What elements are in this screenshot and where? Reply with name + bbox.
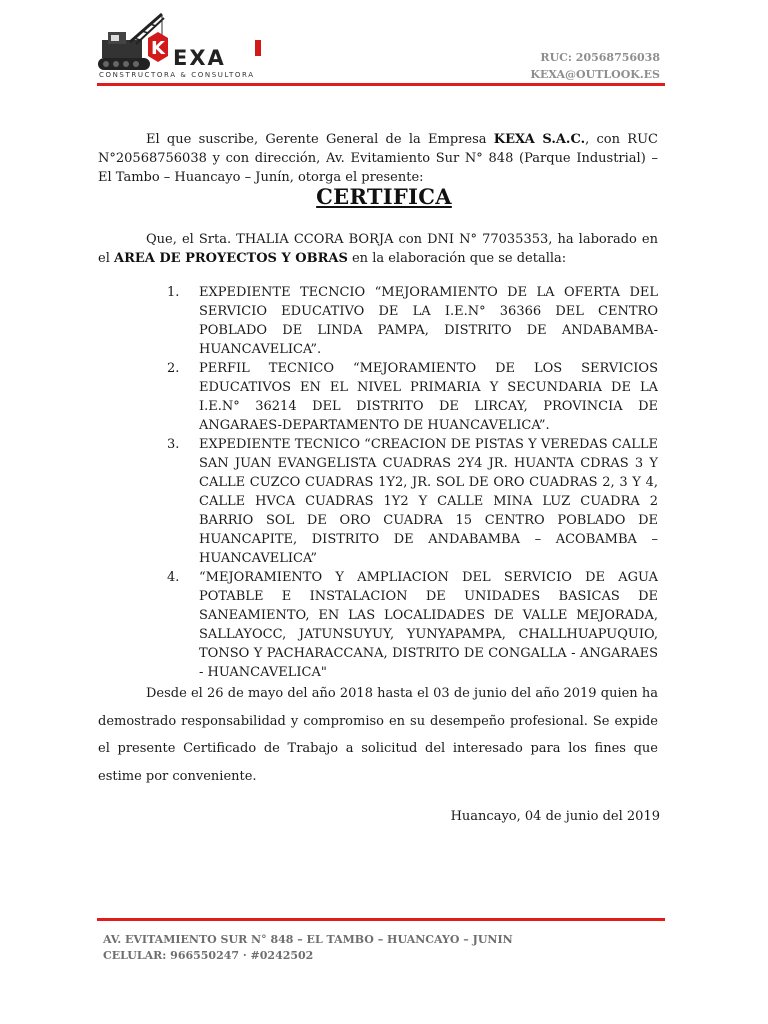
area-name: AREA DE PROYECTOS Y OBRAS	[113, 251, 348, 266]
footer-divider	[97, 918, 665, 921]
footer-phone: CELULAR: 966550247 · #0242502	[103, 949, 314, 962]
list-item	[167, 435, 658, 568]
intro-text-2: , con RUC N°20568756038 y con dirección, Av. Evitamiento Sur N° 848 (Parque Industrial) – El Tambo – Huancayo – Junín, otorga el presente:	[98, 132, 658, 185]
email-text: KEXA@OUTLOOK.ES	[530, 68, 660, 81]
projects-list	[167, 283, 658, 682]
list-item	[167, 568, 658, 682]
issue-date: Huancayo, 04 de junio del 2019	[450, 809, 660, 824]
svg-text:K: K	[151, 38, 165, 59]
list-item-number: 3.	[167, 437, 180, 452]
list-item	[167, 359, 658, 435]
document-title: CERTIFICA	[316, 184, 452, 209]
statement-text-2: en la elaboración que se detalla:	[347, 251, 567, 266]
list-item	[167, 283, 658, 359]
ruc-text: RUC: 20568756038	[540, 51, 660, 64]
brand-name: EXA	[173, 46, 226, 70]
footer	[103, 932, 513, 964]
company-logo	[96, 10, 268, 80]
intro-paragraph	[98, 130, 658, 187]
footer-address: AV. EVITAMIENTO SUR N° 848 – EL TAMBO – HUANCAYO – JUNIN	[103, 933, 513, 946]
list-item-text: PERFIL TECNICO “MEJORAMIENTO DE LOS SERVICIOS EDUCATIVOS EN EL NIVEL PRIMARIA Y SECUNDARIA DE LA I.E.N° 36214 DEL DISTRITO DE LIRCAY, PROVINCIA DE ANGARAES-DEPARTAMENTO DE HUANCAVELICA”.	[199, 361, 658, 433]
statement-text-1: Que, el Srta. THALIA CCORA BORJA con DNI N° 77035353, ha laborado en el	[98, 232, 658, 266]
intro-text-1: El que suscribe, Gerente General de la Empresa	[146, 132, 494, 147]
list-item-text: EXPEDIENTE TECNICO “CREACION DE PISTAS Y VEREDAS CALLE SAN JUAN EVANGELISTA CUADRAS 2Y4 JR. HUANTA CDRAS 3 Y CALLE CUZCO CUADRAS 1Y2, JR. SOL DE ORO CUADRAS 2, 3 Y 4, CALLE HVCA CUADRAS 1Y2 Y CALLE MINA LUZ CUADRA 2 BARRIO SOL DE ORO CUADRA 15 CENTRO POBLADO DE HUANCAPITE, DISTRITO DE ANDABAMBA – ACOBAMBA – HUANCAVELICA”	[199, 437, 658, 566]
brand-tagline: CONSTRUCTORA & CONSULTORA	[99, 71, 255, 79]
company-name: KEXA S.A.C.	[493, 132, 586, 147]
statement-paragraph	[98, 230, 658, 268]
list-item-number: 2.	[167, 361, 180, 376]
list-item-number: 1.	[167, 285, 180, 300]
list-item-number: 4.	[167, 570, 180, 585]
header-contact	[530, 49, 660, 83]
list-item-text: EXPEDIENTE TECNCIO “MEJORAMIENTO DE LA OFERTA DEL SERVICIO EDUCATIVO DE LA I.E.N° 36366 DEL CENTRO POBLADO DE LINDA PAMPA, DISTRITO DE ANDABAMBA-HUANCAVELICA”.	[199, 285, 658, 357]
header-divider	[97, 83, 665, 86]
list-item-text: “MEJORAMIENTO Y AMPLIACION DEL SERVICIO DE AGUA POTABLE E INSTALACION DE UNIDADES BASICAS DE SANEAMIENTO, EN LAS LOCALIDADES DE VALLE MEJORADA, SALLAYOCC, JATUNSUYUY, YUNYAPAMPA, CHALLHUAPUQUIO, TONSO Y PACHARACCANA, DISTRITO DE CONGALLA - ANGARAES - HUANCAVELICA"	[199, 570, 658, 680]
closing-paragraph: Desde el 26 de mayo del año 2018 hasta el 03 de junio del año 2019 quien ha demostrado responsabilidad y compromiso en su desempeño profesional. Se expide el presente Certificado de Trabajo a solicitud del interesado para los fines que estime por conveniente.	[98, 686, 658, 784]
